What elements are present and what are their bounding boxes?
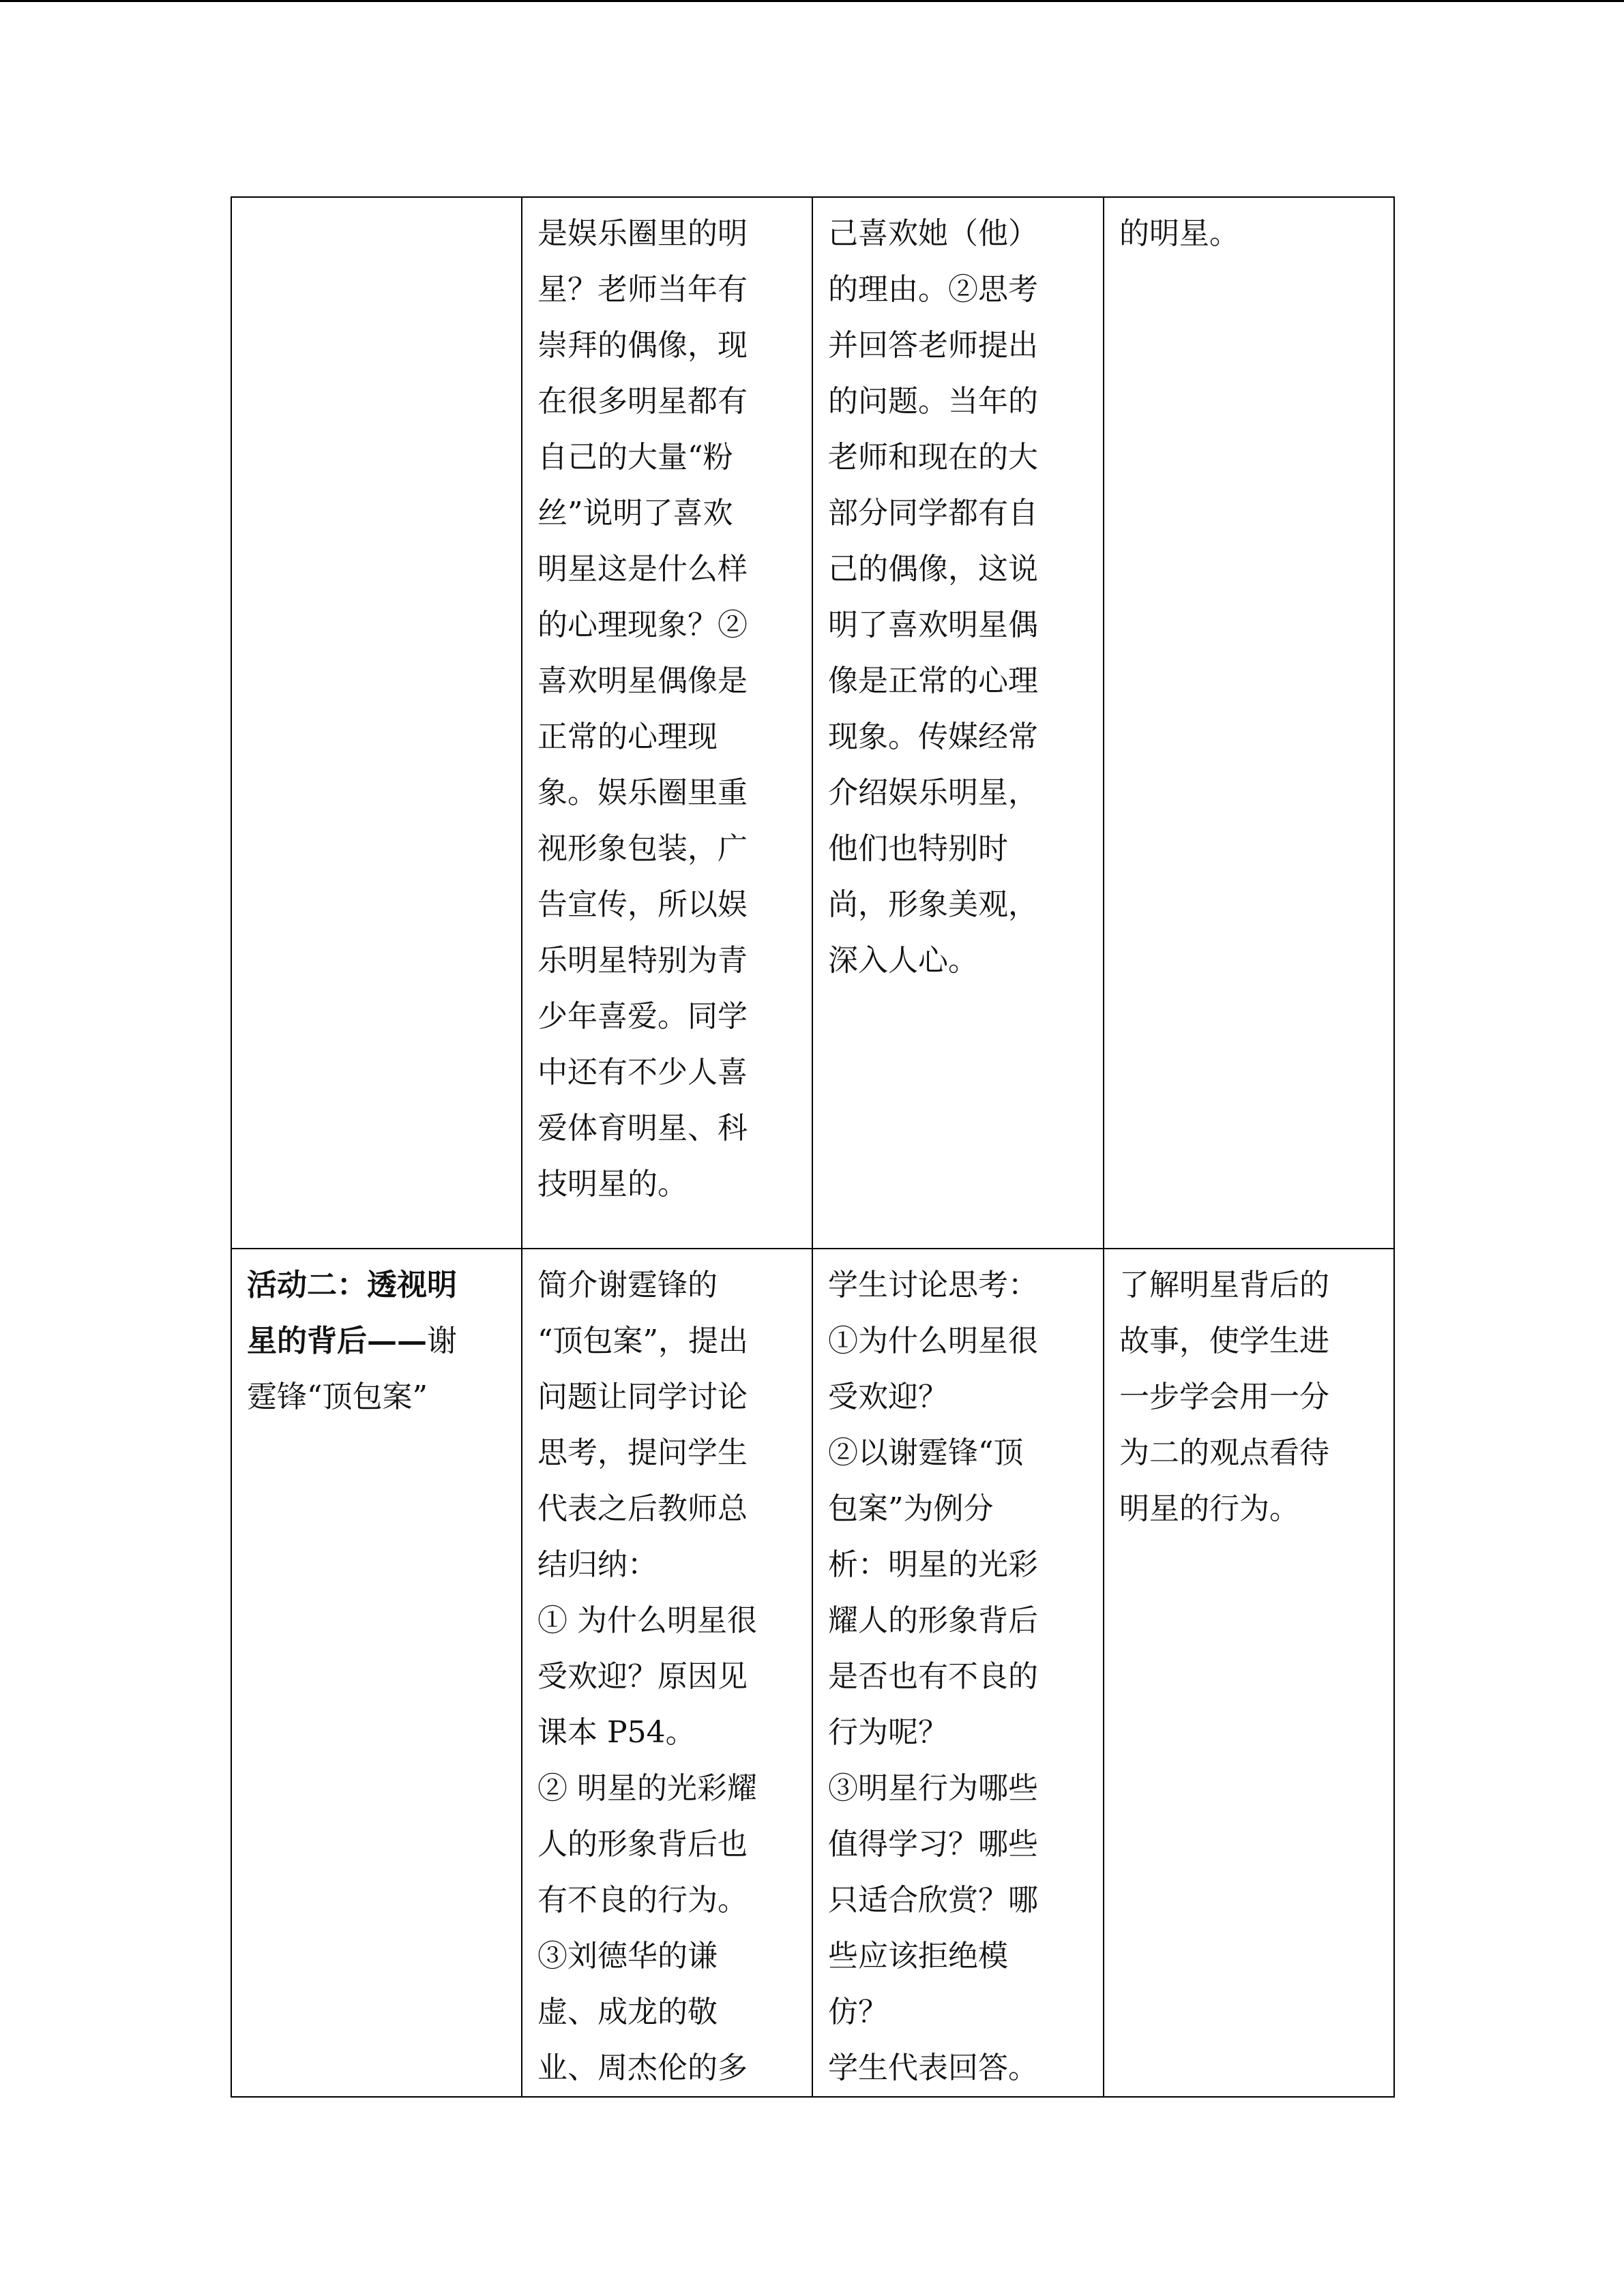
lesson-plan-table	[231, 196, 1395, 2098]
student-activity-cell: 学生讨论思考： ①为什么明星很 受欢迎？ ②以谢霆锋“顶 包案”为例分 析：明星的光彩 耀人的形象背后 是否也有不良的 行为呢？ ③明星行为哪些 值得学习？哪些 只适合欣赏？哪 些应该拒绝模 仿？ 学生代表回答。	[812, 1249, 1104, 2097]
table-row	[231, 197, 1394, 1249]
design-purpose-cell: 的明星。	[1104, 197, 1394, 1249]
teacher-activity-cell: 是娱乐圈里的明 星？老师当年有 崇拜的偶像，现 在很多明星都有 自己的大量“粉 丝”说明了喜欢 明星这是什么样 的心理现象？② 喜欢明星偶像是 正常的心理现 象。娱乐圈里重 视形象包装，广 告宣传，所以娱 乐明星特别为青 少年喜爱。同学 中还有不少人喜 爱体育明星、科 技明星的。	[522, 197, 812, 1249]
table-row	[231, 1249, 1394, 2097]
teacher-activity-cell: 简介谢霆锋的 “顶包案”，提出 问题让同学讨论 思考，提问学生 代表之后教师总 结归纳： ① 为什么明星很 受欢迎？原因见 课本 P54。 ② 明星的光彩耀 人的形象背后也 有不良的行为。 ③刘德华的谦 虚、成龙的敬 业、周杰伦的多	[522, 1249, 812, 2097]
student-activity-cell: 己喜欢她（他） 的理由。②思考 并回答老师提出 的问题。当年的 老师和现在的大 部分同学都有自 己的偶像，这说 明了喜欢明星偶 像是正常的心理 现象。传媒经常 介绍娱乐明星， 他们也特别时 尚，形象美观， 深入人心。	[812, 197, 1104, 1249]
activity-cell	[231, 197, 522, 1249]
activity-title-bold: 活动二：透视明 星的背后——	[247, 1268, 457, 1358]
activity-cell	[231, 1249, 522, 2097]
activity-title-rest: 谢 霆锋“顶包案”	[247, 1324, 457, 1414]
design-purpose-cell: 了解明星背后的 故事，使学生进 一步学会用一分 为二的观点看待 明星的行为。	[1104, 1249, 1394, 2097]
page-top-border	[0, 0, 1624, 2]
